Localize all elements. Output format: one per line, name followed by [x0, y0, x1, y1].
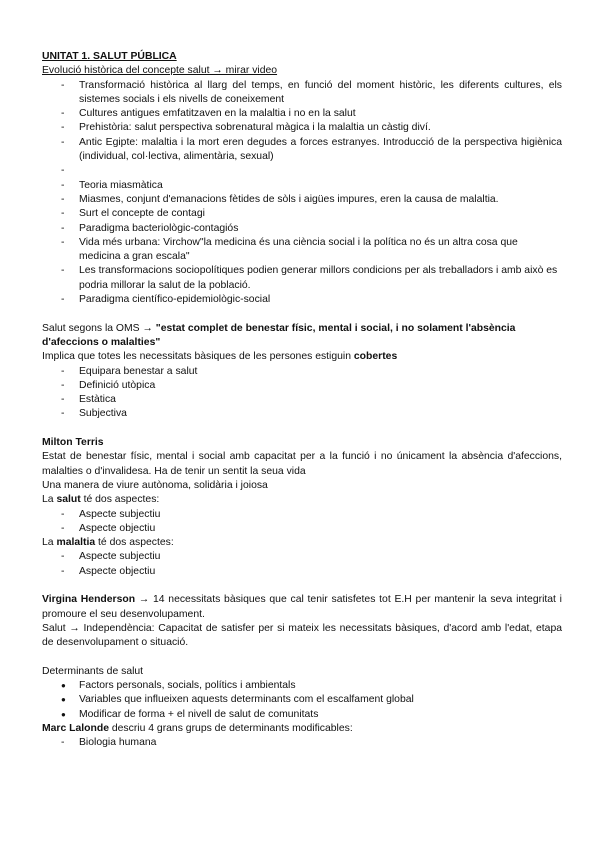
- oms-list: [42, 365, 562, 422]
- lalonde-list: [42, 736, 562, 750]
- malaltia-list: [42, 550, 562, 579]
- determinants-list: [42, 679, 562, 722]
- evolucio-heading: Evolució històrica del concepte salut → mirar video: [42, 65, 278, 77]
- henderson-line: Salut → Independència: Capacitat de satisfer per si mateix les necessitats bàsiques, d'acord amb l'edat, etapa de desenvolupament o situació.: [42, 622, 562, 649]
- list-item: ● Modificar de forma + el nivell de salut de comunitats: [42, 708, 562, 722]
- list-item-empty: [42, 164, 562, 178]
- list-item: - Prehistòria: salut perspectiva sobrenatural màgica i la malaltia un càstig diví.: [42, 121, 562, 135]
- list-item: - Teoria miasmàtica: [42, 179, 562, 193]
- terris-heading: Milton Terris: [42, 437, 104, 449]
- evolucio-list: [42, 79, 562, 308]
- list-item: - Les transformacions sociopolítiques podien generar millors condicions per als treballadors i amb això es podria millorar la salut de la població.: [42, 264, 562, 293]
- list-item: - Transformació històrica al llarg del temps, en funció del moment històric, les diferents cultures, els sistemes socials i els nivells de coneixement: [42, 79, 562, 108]
- list-item: - Vida més urbana: Virchow"la medicina és una ciència social i la política no és un altra cosa que medicina a gran escala": [42, 236, 562, 265]
- list-item: - Estàtica: [42, 393, 562, 407]
- list-item: - Antic Egipte: malaltia i la mort eren degudes a forces estranyes. Introducció de la perspectiva higiènica (individual, col·lectiva, alimentària, sexual): [42, 136, 562, 165]
- list-item: ● Factors personals, socials, polítics i ambientals: [42, 679, 562, 693]
- list-item: - Aspecte objectiu: [42, 565, 562, 579]
- list-item: - Paradigma bacteriològic-contagiós: [42, 222, 562, 236]
- oms-definition: Salut segons la OMS → "estat complet de benestar físic, mental i social, i no solament l'absència d'afeccions o malalties": [42, 322, 516, 348]
- list-item: - Subjectiva: [42, 407, 562, 421]
- malaltia-aspects: La malaltia té dos aspectes:: [42, 537, 174, 549]
- salut-list: [42, 508, 562, 537]
- list-item: - Surt el concepte de contagi: [42, 207, 562, 221]
- list-item: - Cultures antigues emfatitzaven en la malaltia i no en la salut: [42, 107, 562, 121]
- list-item: - Paradigma científico-epidemiològic-social: [42, 293, 562, 307]
- terris-paragraph: Estat de benestar físic, mental i social amb capacitat per a la funció i no únicament la absència d'afeccions, malalties o d'invalidesa. Ha de tenir un sentit la seua vida: [42, 451, 562, 477]
- terris-line: Una manera de viure autònoma, solidària i joiosa: [42, 479, 268, 491]
- lalonde-line: Marc Lalonde descriu 4 grans grups de determinants modificables:: [42, 722, 353, 734]
- list-item: - Aspecte subjectiu: [42, 550, 562, 564]
- page-title: UNITAT 1. SALUT PÚBLICA: [42, 51, 177, 62]
- list-item: - Miasmes, conjunt d'emanacions fètides de sòls i aigües impures, eren la causa de malaltia.: [42, 193, 562, 207]
- list-item: - Aspecte subjectiu: [42, 508, 562, 522]
- salut-aspects: La salut té dos aspectes:: [42, 494, 160, 506]
- henderson-paragraph: Virgina Henderson → 14 necessitats bàsiques que cal tenir satisfetes tot E.H per mantenir la seva integritat i promoure el seu desenvolupament.: [42, 594, 562, 620]
- list-item: - Definició utòpica: [42, 379, 562, 393]
- oms-implica: Implica que totes les necessitats bàsiques de les persones estiguin cobertes: [42, 351, 398, 363]
- list-item: - Aspecte objectiu: [42, 522, 562, 536]
- list-item: - Biologia humana: [42, 736, 562, 750]
- list-item: - Equipara benestar a salut: [42, 365, 562, 379]
- determinants-heading: Determinants de salut: [42, 665, 144, 677]
- list-item: ● Variables que influeixen aquests determinants com el escalfament global: [42, 693, 562, 707]
